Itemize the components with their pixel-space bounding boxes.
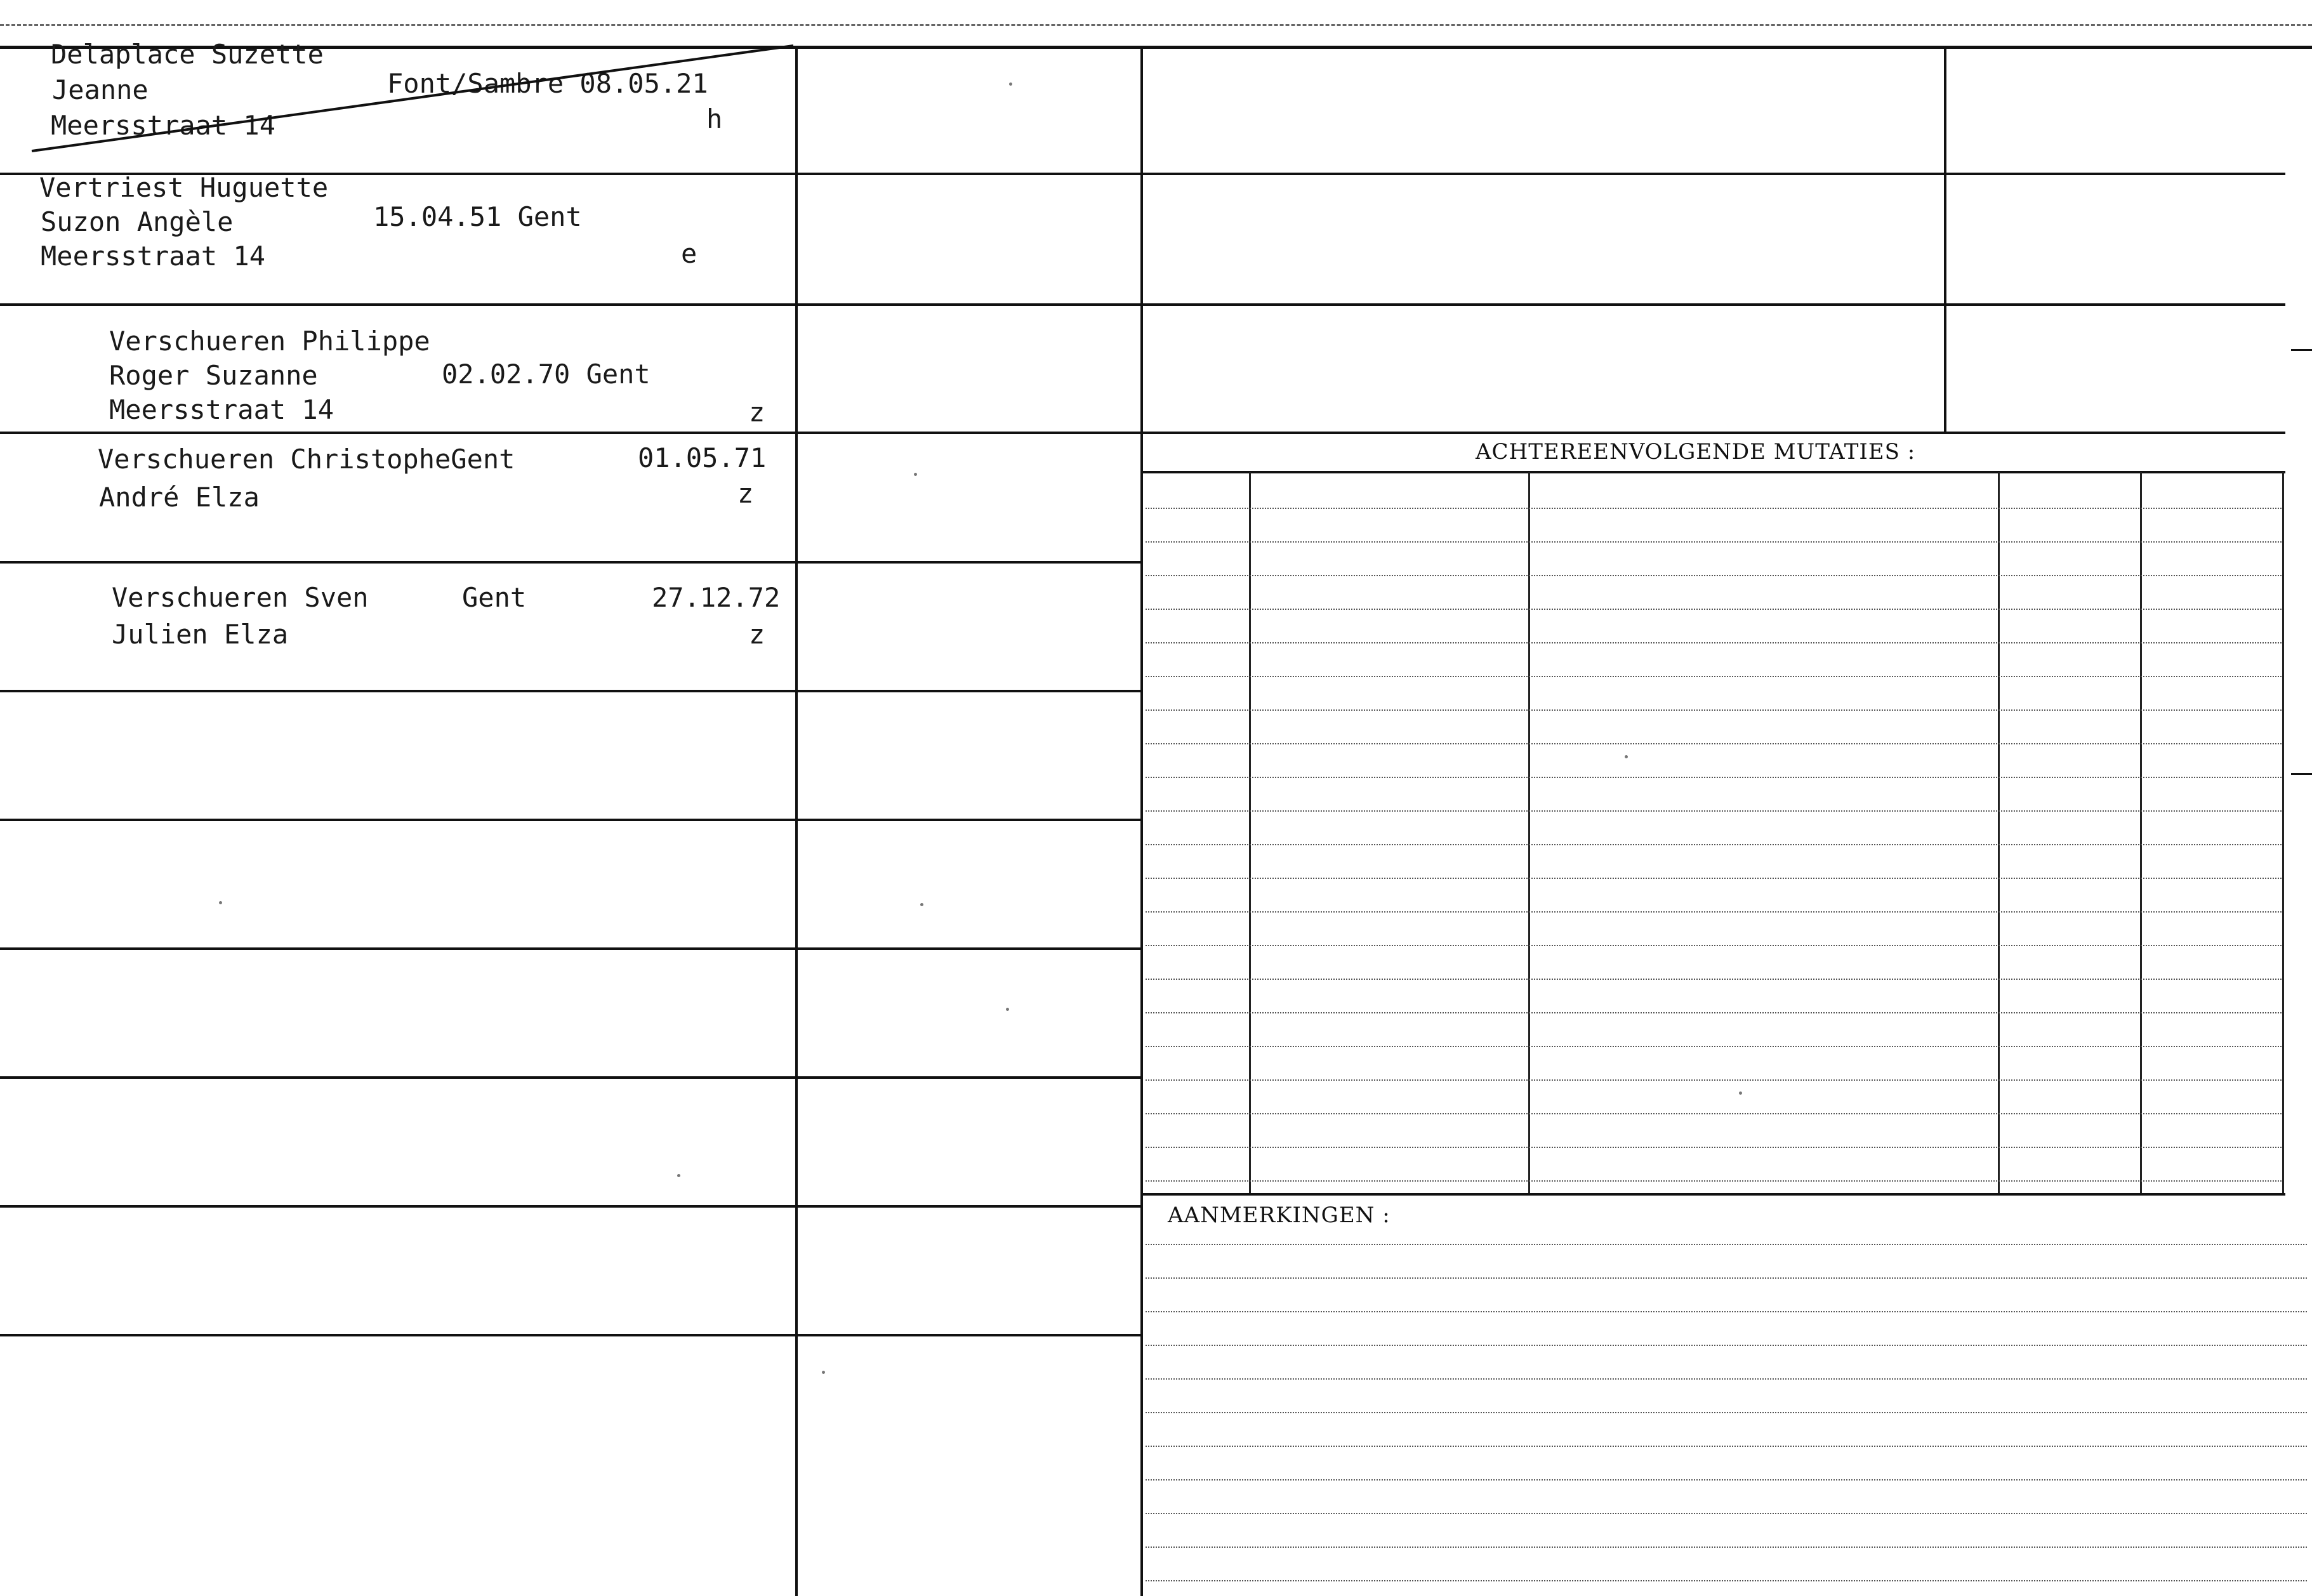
mutaties-ruled-line <box>1146 878 2282 879</box>
row-separator-mid <box>798 819 1140 821</box>
mutaties-ruled-line <box>1146 1180 2282 1182</box>
entry-1-address: Meersstraat 14 <box>51 110 276 141</box>
mutaties-ruled-line <box>1146 1046 2282 1047</box>
entry-4-relation: z <box>737 478 754 509</box>
mutaties-ruled-line <box>1146 844 2282 845</box>
entry-1-first-names: Jeanne <box>52 74 149 105</box>
aanmerkingen-ruled-line <box>1146 1311 2307 1312</box>
mutaties-ruled-line <box>1146 642 2282 643</box>
entry-1-strikethrough <box>0 38 800 165</box>
scan-speck <box>1625 755 1628 758</box>
margin-tick <box>2291 349 2312 351</box>
scan-speck <box>1739 1091 1742 1095</box>
row-separator-mid <box>798 303 1140 306</box>
row-separator-mid <box>798 1076 1140 1079</box>
aanmerkingen-ruled-line <box>1146 1244 2307 1245</box>
right-row-separator <box>1143 173 2285 175</box>
entry-4-birth: 01.05.71 <box>638 442 767 473</box>
row-separator <box>0 561 795 564</box>
right-inner-divider <box>1944 47 1946 433</box>
entry-5-place: Gent <box>462 582 527 613</box>
entry-4-first-names: André Elza <box>99 482 260 513</box>
entry-2-birth: 15.04.51 Gent <box>373 201 582 232</box>
entry-5-first-names: Julien Elza <box>112 619 289 650</box>
entry-3-first-names: Roger Suzanne <box>109 360 318 391</box>
mutaties-ruled-line <box>1146 676 2282 677</box>
left-column-divider <box>795 47 798 1596</box>
row-separator <box>0 303 795 306</box>
mutaties-ruled-line <box>1146 1012 2282 1013</box>
top-scan-edge <box>0 24 2312 26</box>
entry-1-relation: h <box>706 103 723 135</box>
aanmerkingen-ruled-line <box>1146 1547 2307 1548</box>
entry-4-name: Verschueren ChristopheGent <box>98 444 515 475</box>
aanmerkingen-ruled-line <box>1146 1479 2307 1481</box>
mutaties-heading: ACHTEREENVOLGENDE MUTATIES : <box>1476 439 1916 465</box>
mutaties-col <box>1249 472 1251 1193</box>
entry-3-relation: z <box>749 397 765 428</box>
mutaties-ruled-line <box>1146 979 2282 980</box>
row-separator <box>0 819 795 821</box>
mutaties-ruled-line <box>1146 911 2282 913</box>
row-separator-mid <box>798 561 1140 564</box>
mutaties-top-rule <box>1143 471 2285 473</box>
mutaties-ruled-line <box>1146 1079 2282 1081</box>
mutaties-ruled-line <box>1146 508 2282 509</box>
entry-3-name: Verschueren Philippe <box>109 326 430 357</box>
row-separator-mid <box>798 1334 1140 1336</box>
mutaties-ruled-line <box>1146 575 2282 576</box>
middle-column-divider <box>1140 47 1143 1596</box>
entry-5-birth: 27.12.72 <box>652 582 781 613</box>
mutaties-ruled-line <box>1146 743 2282 744</box>
scan-speck <box>1006 1008 1009 1011</box>
row-separator-mid <box>798 432 1140 434</box>
entry-1-name: Delaplace Suzette <box>51 39 324 70</box>
aanmerkingen-ruled-line <box>1146 1446 2307 1447</box>
entry-5-name: Verschueren Sven <box>112 582 369 613</box>
row-separator-mid <box>798 173 1140 175</box>
entry-3-address: Meersstraat 14 <box>109 394 334 425</box>
row-separator <box>0 690 795 692</box>
aanmerkingen-ruled-line <box>1146 1378 2307 1380</box>
mutaties-ruled-line <box>1146 810 2282 812</box>
mutaties-ruled-line <box>1146 777 2282 778</box>
entry-5-relation: z <box>749 619 765 650</box>
row-separator <box>0 1334 795 1336</box>
mutaties-col <box>1998 472 2000 1193</box>
entry-2-relation: e <box>681 238 697 269</box>
entry-2-name: Vertriest Huguette <box>39 172 329 203</box>
scan-speck <box>920 903 923 906</box>
mutaties-col <box>2282 472 2284 1193</box>
right-row-separator <box>1143 432 2285 434</box>
aanmerkingen-ruled-line <box>1146 1277 2307 1279</box>
row-separator <box>0 432 795 434</box>
mutaties-ruled-line <box>1146 541 2282 543</box>
entry-1-birth: Font/Sambre 08.05.21 <box>387 68 708 99</box>
mutaties-ruled-line <box>1146 709 2282 711</box>
scan-speck <box>1009 82 1012 86</box>
right-row-separator <box>1143 303 2285 306</box>
mutaties-ruled-line <box>1146 945 2282 946</box>
row-separator-mid <box>798 1205 1140 1208</box>
mutaties-bottom-rule <box>1143 1193 2285 1196</box>
row-separator-mid <box>798 690 1140 692</box>
scan-speck <box>822 1371 825 1374</box>
scan-speck <box>219 901 222 904</box>
scan-speck <box>677 1174 680 1177</box>
entry-2-first-names: Suzon Angèle <box>41 206 234 237</box>
mutaties-col <box>2140 472 2142 1193</box>
margin-tick <box>2291 773 2312 775</box>
row-separator <box>0 947 795 950</box>
aanmerkingen-ruled-line <box>1146 1345 2307 1346</box>
row-separator <box>0 1205 795 1208</box>
scan-speck <box>914 473 917 476</box>
row-separator-mid <box>798 947 1140 950</box>
entry-3-birth: 02.02.70 Gent <box>442 359 651 390</box>
mutaties-ruled-line <box>1146 1147 2282 1148</box>
mutaties-col <box>1528 472 1530 1193</box>
mutaties-ruled-line <box>1146 1113 2282 1114</box>
aanmerkingen-ruled-line <box>1146 1580 2307 1581</box>
mutaties-ruled-line <box>1146 609 2282 610</box>
row-separator <box>0 1076 795 1079</box>
aanmerkingen-ruled-line <box>1146 1513 2307 1514</box>
aanmerkingen-heading: AANMERKINGEN : <box>1168 1203 1391 1228</box>
entry-2-address: Meersstraat 14 <box>41 241 266 272</box>
aanmerkingen-ruled-line <box>1146 1412 2307 1413</box>
